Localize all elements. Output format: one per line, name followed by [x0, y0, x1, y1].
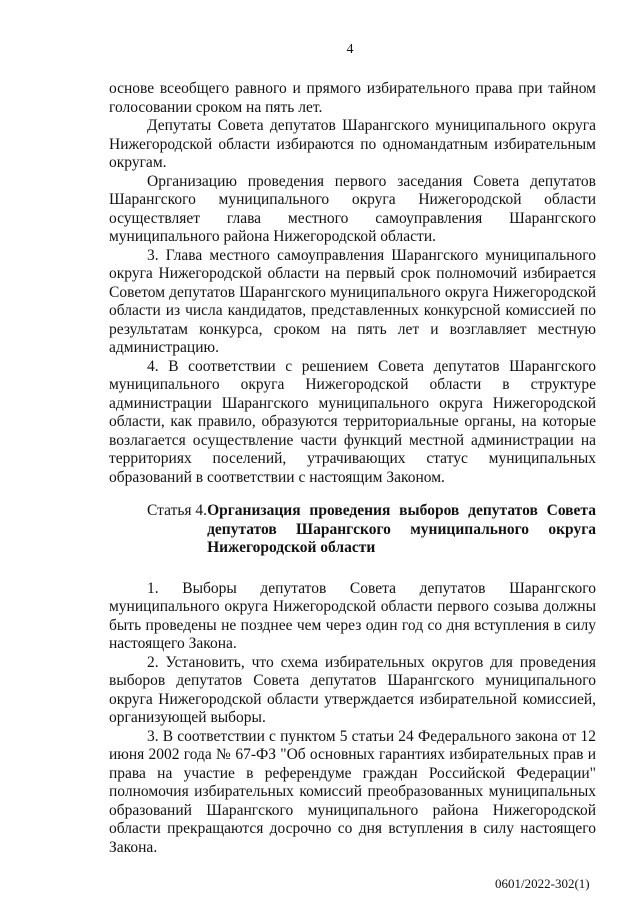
paragraph: 3. В соответствии с пунктом 5 статьи 24 Федерального закона от 12 июня 2002 года № 67-ФЗ "Об основных гарантиях избирательных прав и права на участие в референдуме граждан Российской Федерации" полномочия избирательных комиссий преобразованных муниципальных образований Шарангского муниципального района Нижегородской области прекращаются досрочно со дня вступления в силу настоящего Закона. — [109, 727, 596, 856]
paragraph: Депутаты Совета депутатов Шарангского муниципального округа Нижегородской области избираются по одномандатным избирательным округам. — [109, 117, 596, 171]
document-body — [109, 80, 596, 857]
article-label: Статья 4. — [147, 502, 208, 519]
paragraph: основе всеобщего равного и прямого избирательного права при тайном голосовании сроком на пять лет. — [109, 80, 596, 116]
paragraph: 1. Выборы депутатов Совета депутатов Шарангского муниципального округа Нижегородской области первого созыва должны быть проведены не позднее чем через один год со дня вступления в силу настоящего Закона. — [109, 579, 596, 652]
article-title: Организация проведения выборов депутатов Совета депутатов Шарангского муниципального округа Нижегородской области — [207, 502, 596, 556]
paragraph: 4. В соответствии с решением Совета депутатов Шарангского муниципального округа Нижегородской области в структуре администрации Шарангского муниципального округа Нижегородской области, как правило, образуются территориальные органы, на которые возлагается осуществление части функций местной администрации на территориях поселений, утрачивающих статус муниципальных образований в соответствии с настоящим Законом. — [109, 357, 596, 486]
page-number: 4 — [346, 42, 354, 57]
paragraph: 3. Глава местного самоуправления Шарангского муниципального округа Нижегородской области на первый срок полномочий избирается Советом депутатов Шарангского муниципального округа Нижегородской области из числа кандидатов, представленных конкурсной комиссией по результатам конкурса, сроком на пять лет и возглавляет местную администрацию. — [109, 246, 596, 356]
document-code: 0601/2022-302(1) — [495, 876, 590, 891]
article-heading — [109, 502, 596, 558]
paragraph: 2. Установить, что схема избирательных округов для проведения выборов депутатов Совета депутатов Шарангского муниципального округа Нижегородской области утверждается избирательной комиссией, организующей выборы. — [109, 653, 596, 726]
paragraph: Организацию проведения первого заседания Совета депутатов Шарангского муниципального округа Нижегородской области осуществляет глава местного самоуправления Шарангского муниципального района Нижегородской области. — [109, 172, 596, 245]
